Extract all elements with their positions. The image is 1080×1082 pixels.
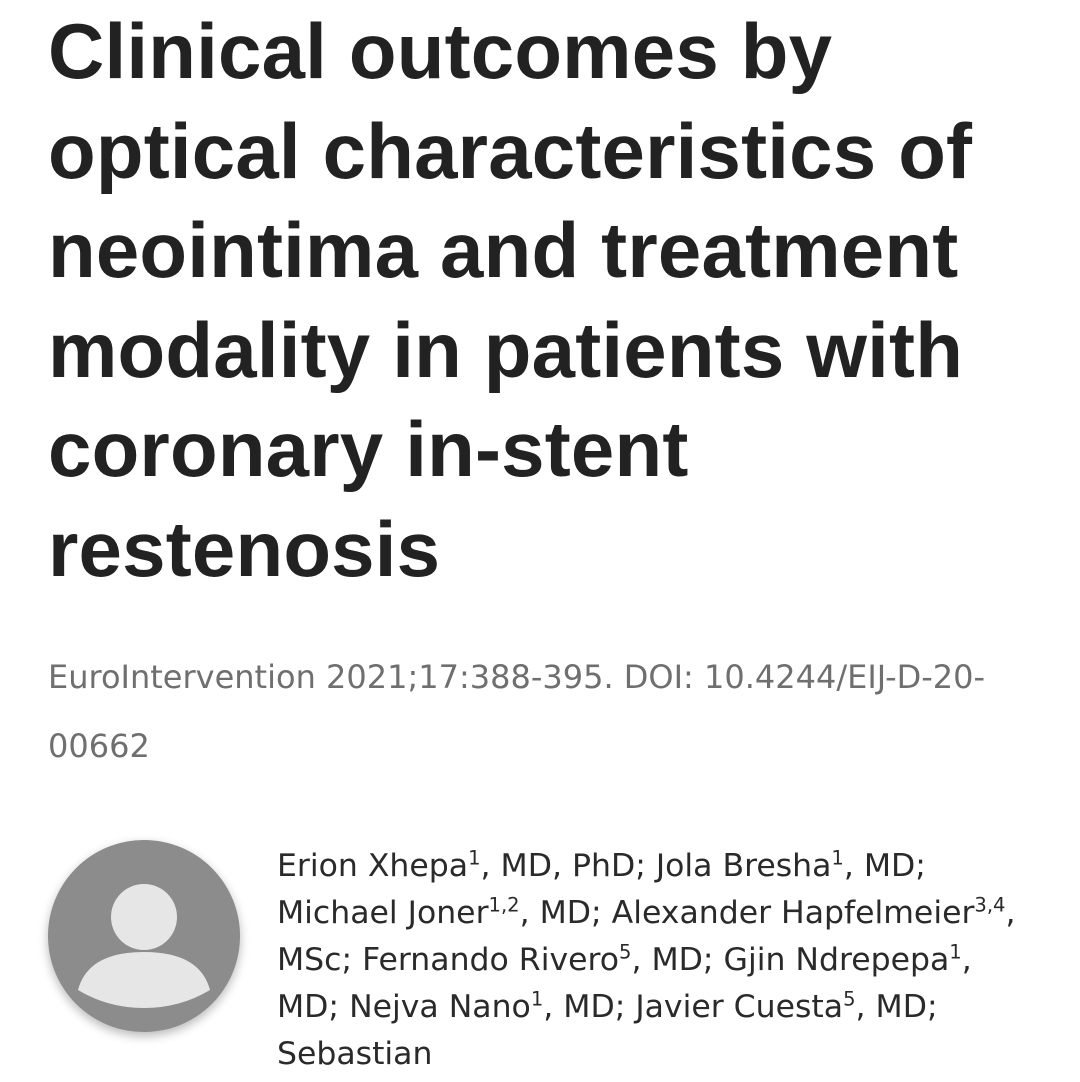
author-affiliation: 1	[949, 940, 962, 964]
author-name[interactable]: Sebastian	[277, 1036, 433, 1072]
author-name[interactable]: Javier Cuesta	[635, 989, 844, 1025]
author-name[interactable]: Michael Joner	[277, 895, 489, 931]
article-title: Clinical outcomes by optical characteristics of neointima and treatment modality in patients with coronary in-stent restenosis	[48, 7, 973, 593]
author-degree: , MD;	[855, 989, 938, 1025]
author-name[interactable]: Nejva Nano	[349, 989, 531, 1025]
author-entry	[277, 1036, 432, 1072]
author-affiliation: 3,4	[974, 893, 1006, 917]
author-name[interactable]: Jola Bresha	[655, 848, 832, 884]
author-entry	[277, 895, 612, 931]
author-degree: , MD;	[519, 895, 612, 931]
author-degree: , MD;	[543, 989, 636, 1025]
author-name[interactable]: Fernando Rivero	[362, 942, 620, 978]
author-affiliation: 1,2	[488, 893, 520, 917]
author-affiliation: 5	[619, 940, 632, 964]
author-name[interactable]: Alexander Hapfelmeier	[611, 895, 975, 931]
author-list	[277, 843, 1037, 1078]
article-citation: EuroIntervention 2021;17:388-395. DOI: 10.4244/EIJ-D-20-00662	[48, 658, 986, 765]
author-degree: , MD;	[277, 942, 972, 1025]
author-affiliation: 1	[831, 846, 844, 870]
author-affiliation: 1	[530, 987, 544, 1011]
author-entry	[635, 989, 937, 1025]
author-entry	[277, 848, 656, 884]
author-entry	[656, 848, 926, 884]
author-degree: , MSc;	[277, 895, 1016, 978]
default-avatar-icon	[48, 840, 240, 1032]
author-entry	[349, 989, 635, 1025]
author-degree: , MD;	[631, 942, 724, 978]
author-avatar[interactable]	[48, 840, 240, 1032]
author-affiliation: 1	[468, 846, 481, 870]
author-name[interactable]: Gjin Ndrepepa	[723, 942, 950, 978]
author-affiliation: 5	[843, 987, 856, 1011]
author-degree: , MD, PhD;	[480, 848, 656, 884]
author-entry	[362, 942, 723, 978]
author-name[interactable]: Erion Xhepa	[277, 848, 469, 884]
author-degree: , MD;	[843, 848, 926, 884]
